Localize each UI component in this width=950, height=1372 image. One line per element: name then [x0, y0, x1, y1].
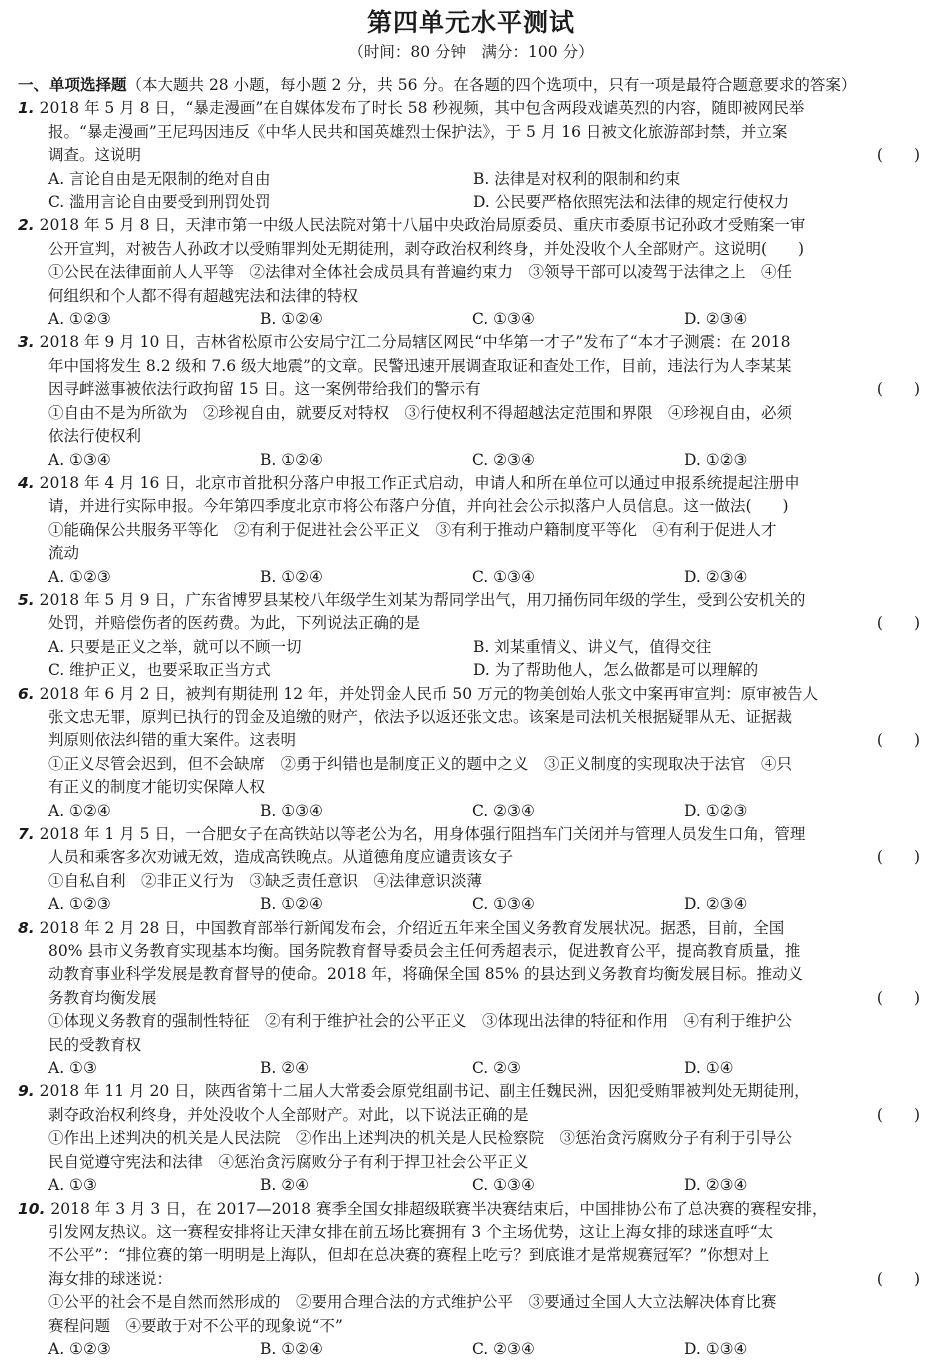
question-text: 2018 年 2 月 28 日，中国教育部举行新闻发布会，介绍近五年来全国义务教育发展状况。据悉，目前，全国 — [39, 918, 785, 937]
options-row — [18, 893, 924, 916]
question-text: 2018 年 4 月 16 日，北京市首批积分落户申报工作正式启动，申请人和所在单位可以通过申报系统提起注册申 — [39, 473, 800, 492]
question-text-line — [18, 1268, 924, 1291]
page-subtitle: （时间：80 分钟 满分：100 分） — [348, 43, 594, 61]
answer-option: C. ②③④ — [472, 1339, 535, 1358]
question-text: 民自觉遵守宪法和法律 ④惩治贪污腐败分子有利于捍卫社会公平正义 — [48, 1152, 529, 1171]
question-text-line — [18, 285, 924, 308]
question-text: 2018 年 1 月 5 日，一合肥女子在高铁站以等老公为名，用身体强行阻挡车门关闭并与管理人员发生口角，管理 — [39, 825, 806, 843]
question-text: 2018 年 9 月 10 日，吉林省松原市公安局宁江二分局辖区网民“中华第一才子”发布了“本才子测震：在 2018 — [39, 333, 791, 352]
question-text-line — [18, 706, 924, 729]
answer-option: C. 维护正义，也要采取正当方式 — [48, 661, 271, 680]
question-item — [18, 683, 924, 823]
answer-option: B. ②④ — [260, 1176, 310, 1195]
answer-option: A. ①②③ — [48, 567, 111, 586]
question-text-line — [18, 729, 924, 752]
answer-option: B. ①②④ — [260, 450, 323, 469]
question-text-line — [18, 870, 924, 893]
answer-option: B. ①②④ — [260, 310, 323, 329]
question-text: 调查。这说明 — [48, 146, 142, 165]
question-text: 不公平”：“排位赛的第一明明是上海队，但却在总决赛的赛程上吃亏？到底谁才是常规赛冠军？”你想对上 — [48, 1246, 770, 1265]
question-item — [18, 472, 924, 589]
question-text-line — [18, 519, 924, 542]
answer-blank: ( ) — [876, 614, 920, 633]
question-item — [18, 917, 924, 1081]
options-row — [18, 449, 924, 472]
question-text-line — [18, 261, 924, 284]
answer-option: B. 刘某重情义、讲义气，值得交往 — [473, 637, 712, 656]
question-text-line — [18, 121, 924, 144]
question-text: ①自由不是为所欲为 ②珍视自由，就要反对特权 ③行使权利不得超越法定范围和界限 ④珍视自由，必须 — [48, 403, 793, 422]
question-text: 2018 年 3 月 3 日，在 2017—2018 赛季全国女排超级联赛半决赛结束后，中国排协公布了总决赛的赛程安排， — [50, 1199, 828, 1218]
answer-option: A. ①②③ — [48, 895, 111, 914]
options-row — [18, 566, 924, 589]
answer-option: C. 滥用言论自由要受到刑罚处罚 — [48, 193, 271, 212]
question-text-line — [18, 1151, 924, 1174]
question-text-line — [18, 1315, 924, 1338]
answer-option: D. ①③④ — [684, 1339, 748, 1358]
question-text-line — [18, 1010, 924, 1033]
question-text-line — [18, 823, 924, 846]
question-text-line — [18, 846, 924, 869]
question-text-line — [18, 1034, 924, 1057]
question-text: 张文忠无罪，原判已执行的罚金及追缴的财产，依法予以返还张文忠。该案是司法机关根据疑罪从无、证据裁 — [48, 707, 793, 726]
question-text: 务教育均衡发展 — [48, 988, 157, 1007]
question-number: 10. — [18, 1199, 46, 1218]
options-row — [18, 1174, 924, 1197]
question-text-line — [18, 378, 924, 401]
question-list — [18, 97, 924, 1361]
answer-option: B. ②④ — [260, 1059, 310, 1078]
answer-option: D. 公民要严格依照宪法和法律的规定行使权力 — [473, 193, 790, 212]
question-text-line — [18, 1104, 924, 1127]
answer-option: B. ①③④ — [260, 801, 323, 820]
answer-option: A. 言论自由是无限制的绝对自由 — [48, 169, 271, 188]
options-row — [18, 308, 924, 331]
question-number: 6. — [18, 684, 35, 703]
question-text: 年中国将发生 8.2 级和 7.6 级大地震”的文章。民警迅速开展调查取证和查处工作，目前，违法行为人李某某 — [48, 356, 792, 375]
question-text: 2018 年 5 月 8 日，天津市第一中级人民法院对第十八届中央政治局原委员、重庆市委原书记孙政才受贿案一审 — [39, 216, 806, 235]
question-text: 处罚，并赔偿伤者的医药费。为此，下列说法正确的是 — [48, 614, 421, 633]
question-text: ①公平的社会不是自然而然形成的 ②要用合理合法的方式维护公平 ③要通过全国人大立法解决体育比赛 — [48, 1293, 777, 1312]
question-number: 7. — [18, 825, 35, 843]
answer-option: D. ②③④ — [684, 1176, 748, 1195]
question-text: 2018 年 11 月 20 日，陕西省第十二届人大常委会原党组副书记、副主任魏民洲，因犯受贿罪被判处无期徒刑， — [39, 1082, 810, 1101]
answer-option: A. ①③④ — [48, 450, 111, 469]
answer-option: A. ①②③ — [48, 1339, 111, 1358]
answer-option: A. ①③ — [48, 1059, 97, 1078]
question-text-line — [18, 472, 924, 495]
question-text-line — [18, 238, 924, 261]
question-number: 5. — [18, 590, 35, 609]
question-text: ①能确保公共服务平等化 ②有利于促进社会公平正义 ③有利于推动户籍制度平等化 ④有利于促进人才 — [48, 520, 777, 539]
options-row — [18, 168, 924, 191]
question-text: 剥夺政治权利终身，并处没收个人全部财产。对此，以下说法正确的是 — [48, 1105, 529, 1124]
question-text: ①正义尽管会迟到，但不会缺席 ②勇于纠错也是制度正义的题中之义 ③正义制度的实现取决于法官 ④只 — [48, 754, 793, 773]
answer-option: A. ①③ — [48, 1176, 97, 1195]
answer-option: B. ①②④ — [260, 1339, 323, 1358]
question-number: 8. — [18, 918, 35, 937]
answer-blank: ( ) — [876, 1105, 920, 1124]
question-text-line — [18, 963, 924, 986]
question-text-line — [18, 425, 924, 448]
answer-option: C. ②③④ — [472, 801, 535, 820]
question-text: 公开宣判，对被告人孙政才以受贿罪判处无期徒刑，剥夺政治权利终身，并处没收个人全部财产。这说明( ) — [48, 239, 805, 258]
question-text: ①作出上述判决的机关是人民法院 ②作出上述判决的机关是人民检察院 ③惩治贪污腐败分子有利于引导公 — [48, 1129, 793, 1148]
answer-option: B. 法律是对权利的限制和约束 — [473, 169, 681, 188]
question-text-line — [18, 1127, 924, 1150]
question-text-line — [18, 542, 924, 565]
question-text-line — [18, 987, 924, 1010]
options-row — [18, 659, 924, 682]
question-text-line — [18, 1080, 924, 1103]
answer-option: A. ①②③ — [48, 310, 111, 329]
question-item — [18, 1080, 924, 1197]
options-row — [18, 191, 924, 214]
question-text: 2018 年 5 月 8 日，“暴走漫画”在自媒体发布了时长 58 秒视频，其中包含两段戏谑英烈的内容，随即被网民举 — [39, 99, 805, 118]
answer-option: B. ①②④ — [260, 895, 323, 914]
question-text-line — [18, 495, 924, 518]
question-text: 2018 年 6 月 2 日，被判有期徒刑 12 年，并处罚金人民币 50 万元的物美创始人张文中案再审宣判：原审被告人 — [39, 684, 819, 703]
answer-option: D. ②③④ — [684, 310, 748, 329]
question-text-line — [18, 97, 924, 120]
question-text: 请，并进行实际申报。今年第四季度北京市将公布落户分值，并向社会公示拟落户人员信息。这一做法( ) — [48, 497, 789, 516]
question-text: ①公民在法律面前人人平等 ②法律对全体社会成员具有普遍约束力 ③领导干部可以凌驾于法律之上 ④任 — [48, 263, 793, 282]
question-text-line — [18, 1291, 924, 1314]
section-description: （本大题共 28 小题，每小题 2 分，共 56 分。在各题的四个选项中，只有一项是最符合题意要求的答案） — [126, 76, 857, 94]
question-text: 何组织和个人都不得有超越宪法和法律的特权 — [48, 286, 359, 305]
question-text: 民的受教育权 — [48, 1035, 142, 1054]
answer-option: D. 为了帮助他人，怎么做都是可以理解的 — [473, 661, 759, 680]
question-text-line — [18, 753, 924, 776]
question-text: 动教育事业科学发展是教育督导的使命。2018 年，将确保全国 85% 的县达到义务教育均衡发展目标。推动义 — [48, 965, 804, 984]
question-item — [18, 331, 924, 471]
question-text: 因寻衅滋事被依法行政拘留 15 日。这一案例带给我们的警示有 — [48, 380, 481, 399]
question-text-line — [18, 940, 924, 963]
question-text-line — [18, 612, 924, 635]
options-row — [18, 1338, 924, 1361]
question-text-line — [18, 331, 924, 354]
answer-blank: ( ) — [876, 848, 920, 867]
question-number: 3. — [18, 333, 35, 352]
answer-blank: ( ) — [876, 731, 920, 750]
question-item — [18, 823, 924, 917]
options-row — [18, 800, 924, 823]
question-text: 海女排的球迷说： — [48, 1269, 173, 1288]
question-text: 判原则依法纠错的重大案件。这表明 — [48, 731, 297, 750]
question-text-line — [18, 1244, 924, 1267]
answer-blank: ( ) — [876, 1269, 920, 1288]
question-number: 9. — [18, 1082, 35, 1101]
question-text-line — [18, 917, 924, 940]
question-text: 报。“暴走漫画”王尼玛因违反《中华人民共和国英雄烈士保护法》，于 5 月 16 日被文化旅游部封禁，并立案 — [48, 122, 788, 141]
question-text-line — [18, 214, 924, 237]
answer-option: C. ②③ — [472, 1059, 521, 1078]
question-text: ①体现义务教育的强制性特征 ②有利于维护社会的公平正义 ③体现出法律的特征和作用 ④有利于维护公 — [48, 1012, 793, 1031]
question-item — [18, 1198, 924, 1362]
section-title: 一、单项选择题 — [18, 76, 127, 94]
question-text-line — [18, 1221, 924, 1244]
answer-option: C. ②③④ — [472, 450, 535, 469]
question-item — [18, 214, 924, 331]
answer-option: C. ①③④ — [472, 310, 535, 329]
answer-blank: ( ) — [876, 988, 920, 1007]
answer-option: B. ①②④ — [260, 567, 323, 586]
answer-option: D. ②③④ — [684, 567, 748, 586]
options-row — [18, 636, 924, 659]
question-text: 赛程问题 ④要敢于对不公平的现象说“不” — [48, 1316, 343, 1335]
question-text: 依法行使权利 — [48, 427, 142, 446]
options-row — [18, 1057, 924, 1080]
section-heading — [18, 74, 924, 97]
question-text: 流动 — [48, 544, 80, 563]
question-number: 4. — [18, 473, 35, 492]
answer-option: C. ①③④ — [472, 895, 535, 914]
question-number: 1. — [18, 99, 35, 118]
question-item — [18, 97, 924, 214]
answer-option: D. ①④ — [684, 1059, 734, 1078]
answer-option: A. 只要是正义之举，就可以不顾一切 — [48, 637, 302, 656]
question-text-line — [18, 776, 924, 799]
question-text: 引发网友热议。这一赛程安排将让天津女排在前五场比赛拥有 3 个主场优势，这让上海女排的球迷直呼“太 — [48, 1222, 774, 1241]
question-text: 2018 年 5 月 9 日，广东省博罗县某校八年级学生刘某为帮同学出气，用刀捅伤同年级的学生，受到公安机关的 — [39, 590, 806, 609]
question-text-line — [18, 144, 924, 167]
answer-option: A. ①②④ — [48, 801, 111, 820]
answer-blank: ( ) — [876, 146, 920, 165]
question-text-line — [18, 683, 924, 706]
question-item — [18, 589, 924, 683]
question-text: 人员和乘客多次劝诫无效，造成高铁晚点。从道德角度应谴责该女子 — [48, 848, 514, 867]
question-text-line — [18, 1198, 924, 1221]
question-text: ①自私自利 ②非正义行为 ③缺乏责任意识 ④法律意识淡薄 — [48, 871, 483, 890]
answer-blank: ( ) — [876, 380, 920, 399]
page-title: 第四单元水平测试 — [366, 8, 575, 37]
answer-option: D. ②③④ — [684, 895, 748, 914]
question-text-line — [18, 589, 924, 612]
answer-option: C. ①③④ — [472, 1176, 535, 1195]
question-number: 2. — [18, 216, 35, 235]
answer-option: C. ①③④ — [472, 567, 535, 586]
question-text-line — [18, 355, 924, 378]
question-text: 有正义的制度才能切实保障人权 — [48, 778, 266, 797]
answer-option: D. ①②③ — [684, 801, 748, 820]
question-text-line — [18, 402, 924, 425]
question-text: 80% 县市义务教育实现基本均衡。国务院教育督导委员会主任何秀超表示，促进教育公平，提高教育质量，推 — [48, 942, 801, 961]
answer-option: D. ①②③ — [684, 450, 748, 469]
